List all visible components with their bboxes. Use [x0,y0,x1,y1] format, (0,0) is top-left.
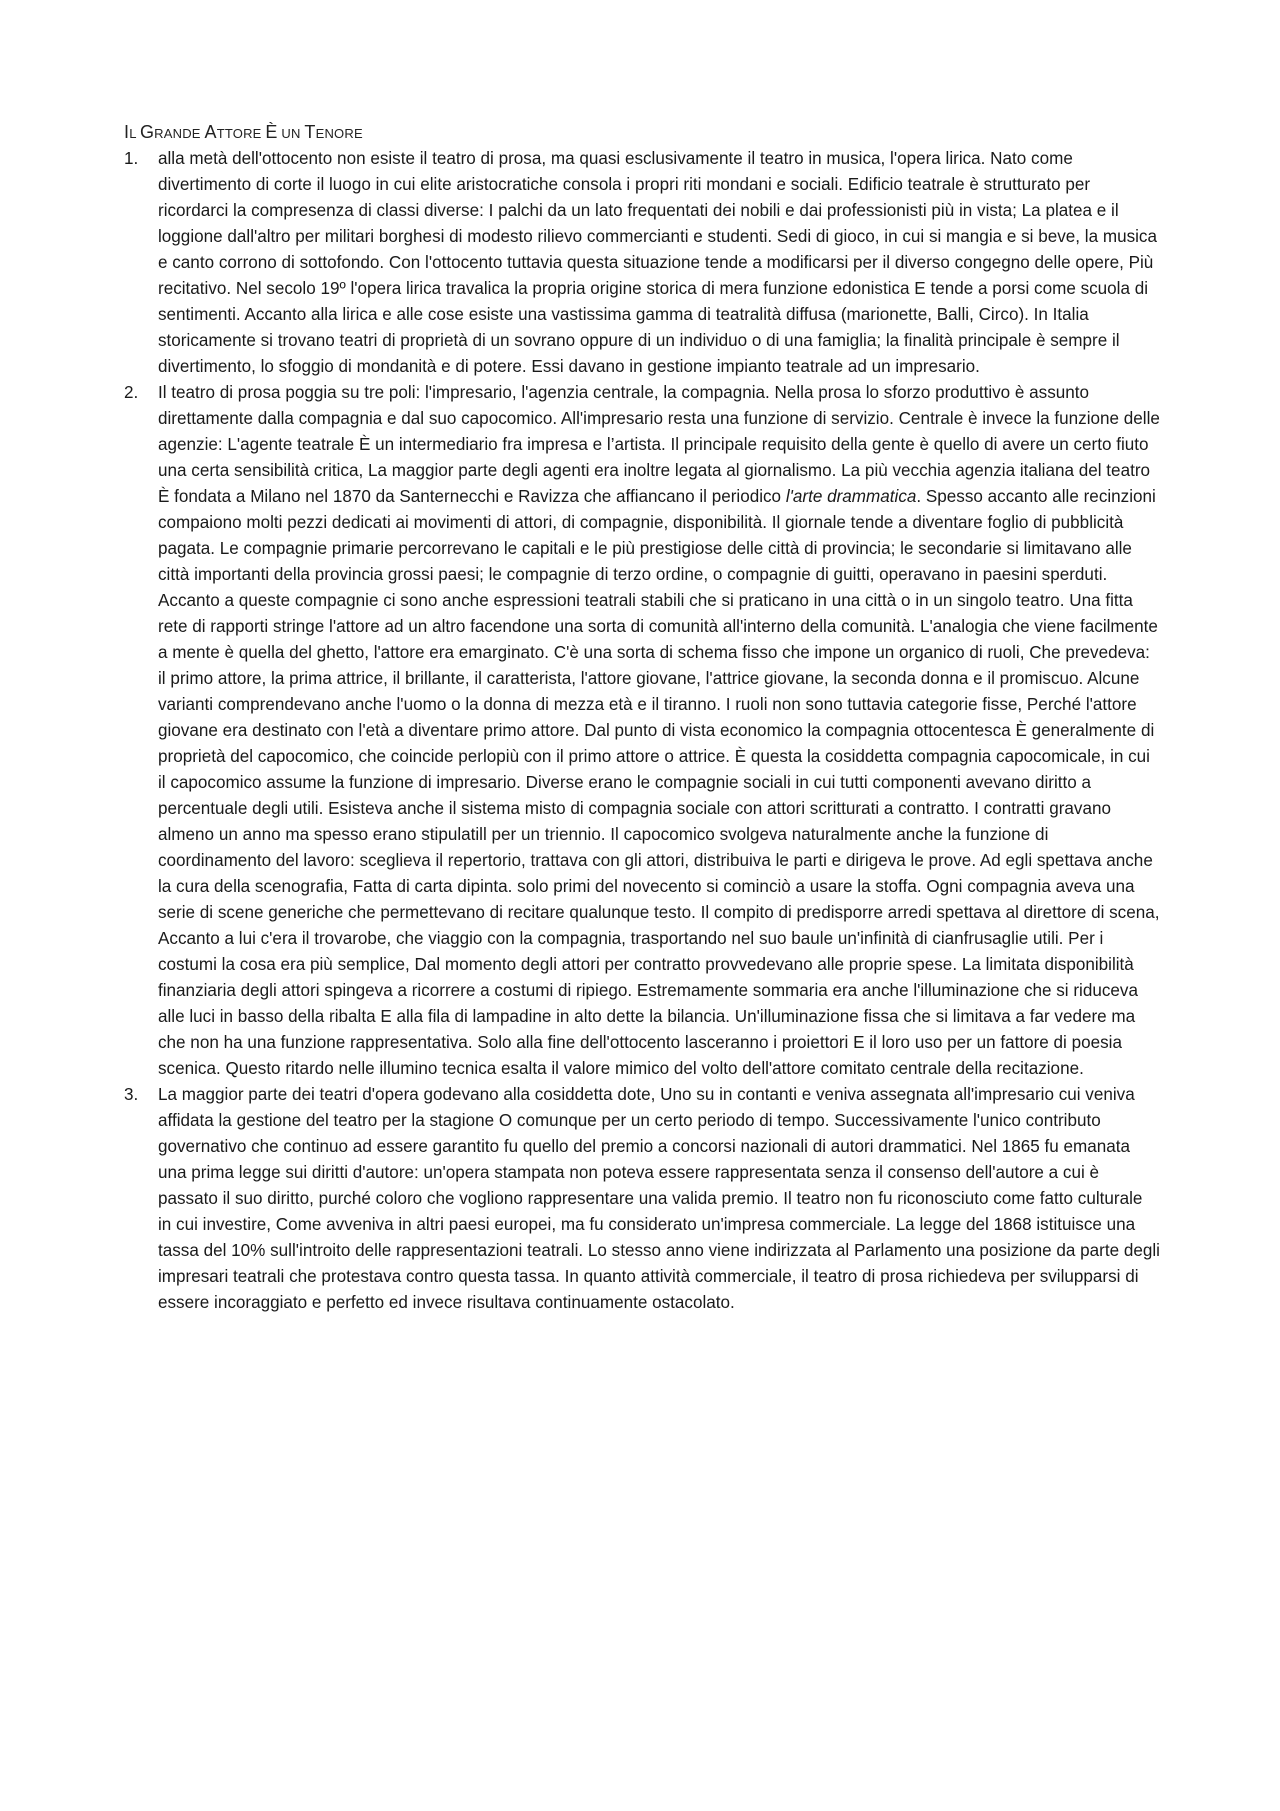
section-text: La maggior parte dei teatri d'opera godevano alla cosiddetta dote, Uno su in contanti e veniva assegnata all'impresario cui veniva affidata la gestione del teatro per la stagione O comunque per un certo periodo di tempo. Successivamente l'unico contributo governativo che continuo ad essere garantito fu quello del premio a concorsi nazionali di autori drammatici. Nel 1865 fu emanata una prima legge sui diritti d'autore: un'opera stampata non poteva essere rappresentata senza il consenso dell'autore a cui è passato il suo diritto, purché coloro che vogliono rappresentare una valida premio. Il teatro non fu riconosciuto come fatto culturale in cui investire, Come avveniva in altri paesi europei, ma fu considerato un'impresa commerciale. La legge del 1868 istituisce una tassa del 10% sull'introito delle rappresentazioni teatrali. Lo stesso anno viene indirizzata al Parlamento una posizione da parte degli impresari teatrali che protestava contro questa tassa. In quanto attività commerciale, il teatro di prosa richiedeva per svilupparsi di essere incoraggiato e perfetto ed invece risultava continuamente ostacolato. [158,1085,1160,1312]
title-part: T [304,122,316,142]
section-text: alla metà dell'ottocento non esiste il teatro di prosa, ma quasi esclusivamente il teatro in musica, l'opera lirica. Nato come divertimento di corte il luogo in cui elite aristocratiche consola i propri riti mondani e sociali. Edificio teatrale è strutturato per ricordarci la compresenza di classi diverse: I palchi da un lato frequentati dei nobili e dai professionisti più in vista; La platea e il loggione dall'altro per militari borghesi di modesto rilievo commercianti e studenti. Sedi di gioco, in cui si mangia e si beve, la musica e canto corrono di sottofondo. Con l'ottocento tuttavia questa situazione tende a modificarsi per il diverso congegno delle opere, Più recitativo. Nel secolo 19º l'opera lirica travalica la propria origine storica di mera funzione edonistica E tende a porsi come scuola di sentimenti. Accanto alla lirica e alle cose esiste una vastissima gamma di teatralità diffusa (marionette, Balli, Circo). In Italia storicamente si trovano teatri di proprietà di un sovrano oppure di un individuo o di una famiglia; la finalità principale è sempre il divertimento, lo sfoggio di mondanità e di potere. Essi davano in gestione impianto teatrale ad un impresario. [158,149,1157,376]
title-part: G [139,122,155,142]
section-number: 2. [124,383,139,402]
section-3 [124,1082,1160,1316]
section-number: 1. [124,149,139,168]
periodical-title: l'arte drammatica [785,487,917,506]
title-part: RANDE [154,126,205,141]
numbered-sections [124,146,1160,1316]
section-text-part: . Spesso accanto alle recinzioni compaiono molti pezzi dedicati ai movimenti di attori, di compagnie, disponibilità. Il giornale tende a diventare foglio di pubblicità pagata. Le compagnie primarie percorrevano le capitali e le più prestigiose delle città di provincia; le secondarie si limitavano alle città importanti della provincia grossi paesi; le compagnie di terzo ordine, o compagnie di guitti, operavano in paesini sperduti. Accanto a queste compagnie ci sono anche espressioni teatrali stabili che si praticano in una città o in un singolo teatro. Una fitta rete di rapporti stringe l'attore ad un altro facendone una sorta di comunità all'interno della comunità. L'analogia che viene facilmente a mente è quella del ghetto, l'attore era emarginato. C'è una sorta di schema fisso che impone un organico di ruoli, Che prevedeva: il primo attore, la prima attrice, il brillante, il caratterista, l'attore giovane, l'attrice giovane, la seconda donna e il promiscuo. Alcune varianti comprendevano anche l'uomo o la donna di mezza età e il tiranno. I ruoli non sono tuttavia categorie fisse, Perché l'attore giovane era destinato con l'età a diventare primo attore. Dal punto di vista economico la compagnia ottocentesca È generalmente di proprietà del capocomico, che coincide perlopiù con il primo attore o attrice. È questa la cosiddetta compagnia capocomicale, in cui il capocomico assume la funzione di impresario. Diverse erano le compagnie sociali in cui tutti componenti avevano diritto a percentuale degli utili. Esisteva anche il sistema misto di compagnia sociale con attori scritturati a contratto. I contratti gravano almeno un anno ma spesso erano stipulatill per un triennio. Il capocomico svolgeva naturalmente anche la funzione di coordinamento del lavoro: sceglieva il repertorio, trattava con gli attori, distribuiva le parti e dirigeva le prove. Ad egli spettava anche la cura della scenografia, Fatta di carta dipinta. solo primi del novecento si cominciò a usare la stoffa. Ogni compagnia aveva una serie di scene generiche che permettevano di recitare qualunque testo. Il compito di predisporre arredi spettava al direttore di scena, Accanto a lui c'era il trovarobe, che viaggio con la compagnia, trasportando nel suo baule un'infinità di cianfrusaglie utili. Per i costumi la cosa era più semplice, Dal momento degli attori per contratto provvedevano alle proprie spese. La limitata disponibilità finanziaria degli attori spingeva a ricorrere a costumi di ripiego. Estremamente sommaria era anche l'illuminazione che si riduceva alle luci in basso della ribalta E alla fila di lampadine in alto dette la bilancia. Un'illuminazione fissa che si limitava a far vedere ma che non ha una funzione rappresentativa. Solo alla fine dell'ottocento lasceranno i proiettori E il loro uso per un fattore di poesia scenica. Questo ritardo nelle illumino tecnica esalta il valore mimico del volto dell'attore comitato centrale della recitazione. [158,487,1160,1078]
title-part: È [265,122,278,142]
section-2 [124,380,1160,1082]
title-part: A [204,122,217,142]
title-part: UN [277,126,305,141]
title-part: TTORE [216,126,266,141]
section-text-part: Il teatro di prosa poggia su tre poli: l'impresario, l'agenzia centrale, la compagnia. Nella prosa lo sforzo produttivo è assunto direttamente dalla compagnia e dal suo capocomico. All'impresario resta una funzione di servizio. Centrale è invece la funzione delle agenzie: L'agente teatrale È un intermediario fra impresa e l’artista. Il principale requisito della gente è quello di avere un certo fiuto una certa sensibilità critica, La maggior parte degli agenti era inoltre legata al giornalismo. La più vecchia agenzia italiana del teatro È fondata a Milano nel 1870 da Santernecchi e Ravizza che affiancano il periodico [158,383,1160,506]
title-part: I [124,122,130,142]
document-title [124,122,1160,144]
section-number: 3. [124,1085,139,1104]
section-1 [124,146,1160,380]
title-part: L [129,126,140,141]
title-part: ENORE [315,126,363,141]
